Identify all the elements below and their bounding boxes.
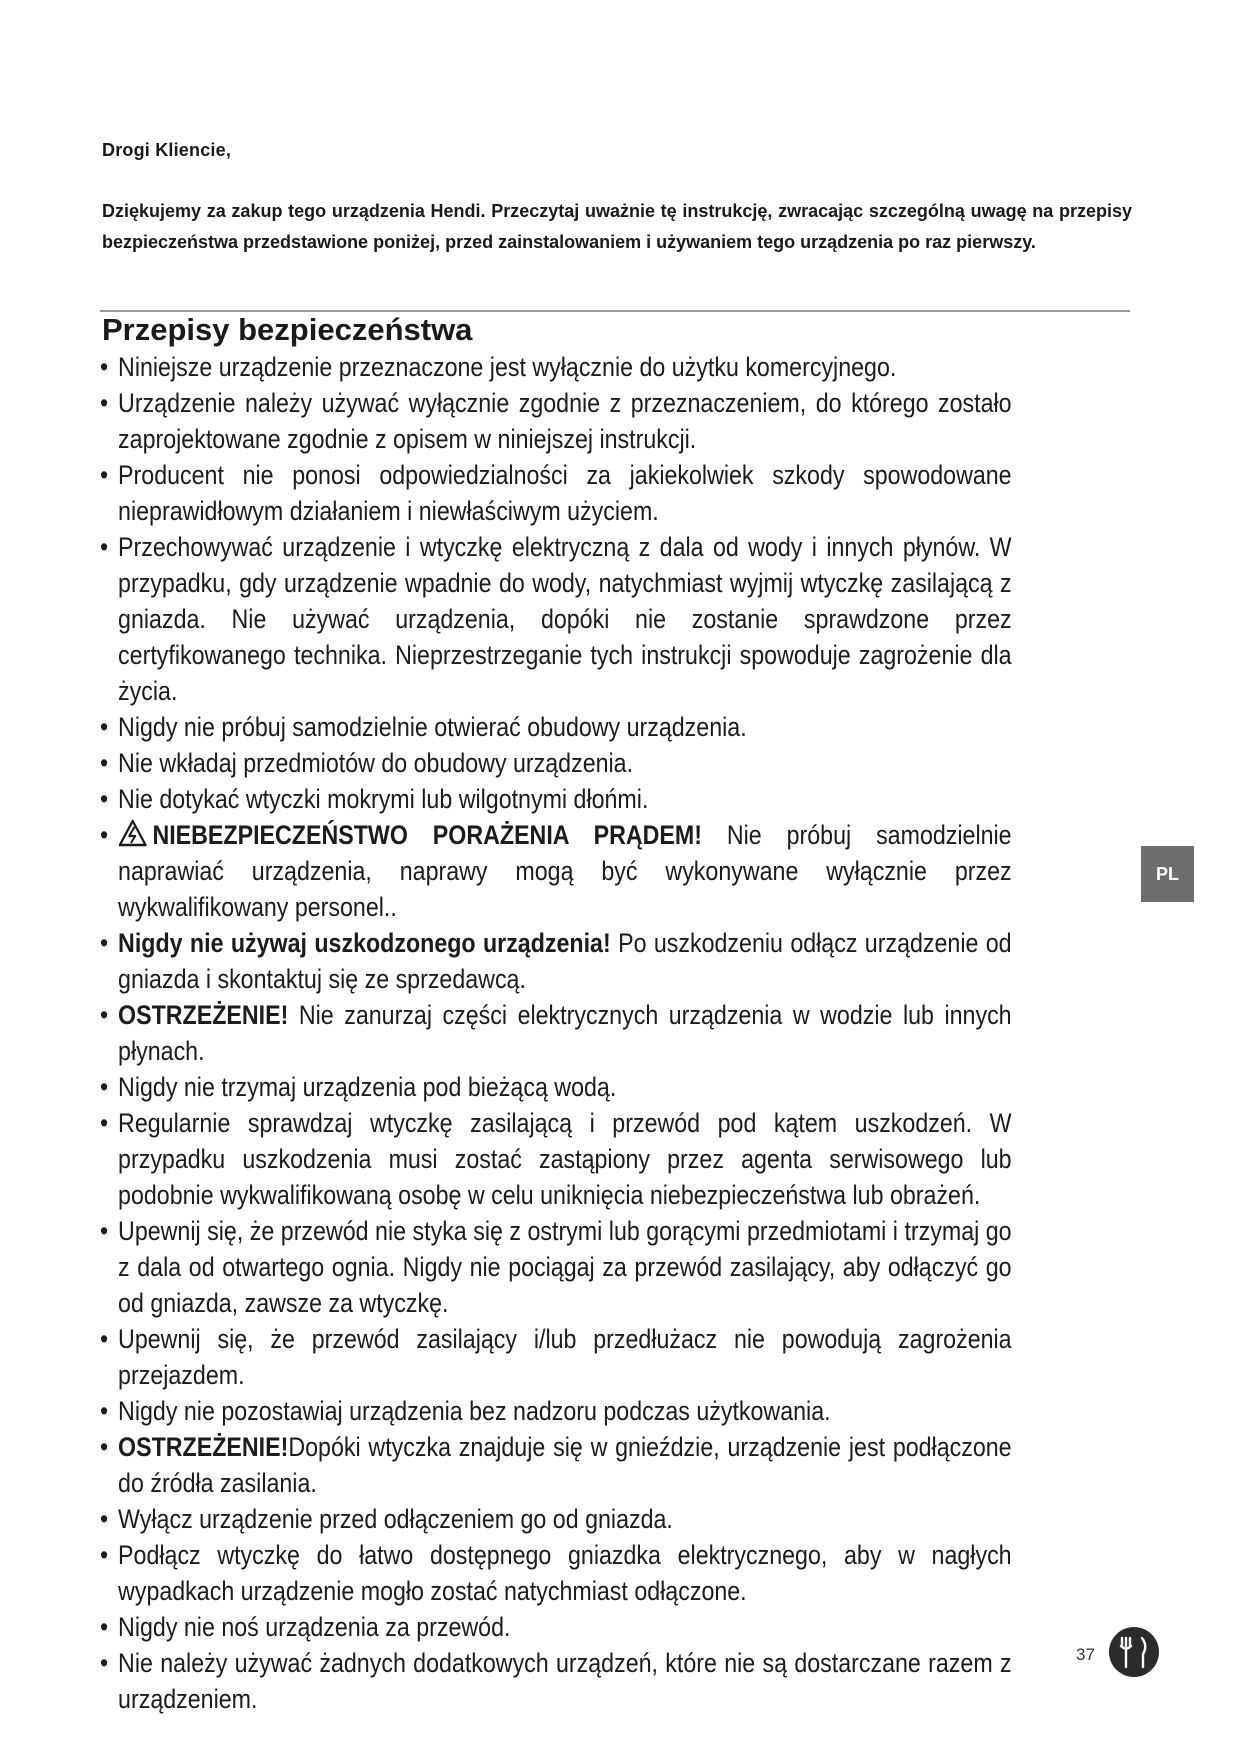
rule-item (100, 1393, 1012, 1429)
rule-item (100, 709, 1012, 745)
rule-item (100, 781, 1012, 817)
rule-text: Nigdy nie pozostawiaj urządzenia bez nadzoru podczas użytkowania. (118, 1396, 831, 1426)
rule-text: Nigdy nie próbuj samodzielnie otwierać obudowy urządzenia. (118, 712, 747, 742)
rule-text: Nigdy nie noś urządzenia za przewód. (118, 1612, 511, 1642)
rule-text: Upewnij się, że przewód nie styka się z ostrymi lub gorącymi przedmiotami i trzymaj go z dala od otwartego ognia. Nigdy nie pociągaj za przewód zasilający, aby odłączyć go od gniazda, zawsze za wtyczkę. (118, 1216, 1012, 1318)
rule-text: Niniejsze urządzenie przeznaczone jest wyłącznie do użytku komercyjnego. (118, 352, 897, 382)
rule-item (100, 745, 1012, 781)
rule-bold-text: Nigdy nie używaj uszkodzonego urządzenia! (118, 928, 611, 958)
cutlery-logo-icon (1108, 1626, 1160, 1678)
rule-item (100, 817, 1012, 925)
electric-hazard-warning-icon (118, 819, 147, 847)
rule-item (100, 385, 1012, 457)
rule-text: Dopóki wtyczka znajduje się w gnieździe, urządzenie jest podłączone do źródła zasilania. (118, 1432, 1012, 1498)
rule-item (100, 529, 1012, 709)
rule-item (100, 1429, 1012, 1501)
rule-text: Po uszkodzeniu odłącz urządzenie od gniazda i skontaktuj się ze sprzedawcą. (118, 928, 1012, 994)
rule-text: Nie wkładaj przedmiotów do obudowy urządzenia. (118, 748, 634, 778)
rule-item (100, 1501, 1012, 1537)
rule-text: Urządzenie należy używać wyłącznie zgodnie z przeznaczeniem, do którego zostało zaprojektowane zgodnie z opisem w niniejszej instrukcji. (118, 388, 1012, 454)
rule-item (100, 1645, 1012, 1717)
rule-text: Przechowywać urządzenie i wtyczkę elektryczną z dala od wody i innych płynów. W przypadku, gdy urządzenie wpadnie do wody, natychmiast wyjmij wtyczkę zasilającą z gniazda. Nie używać urządzenia, dopóki nie zostanie sprawdzone przez certyfikowanego technika. Nieprzestrzeganie tych instrukcji spowoduje zagrożenie dla życia. (118, 532, 1012, 706)
rule-item (100, 1213, 1012, 1321)
rule-item (100, 925, 1012, 997)
rule-text: Nigdy nie trzymaj urządzenia pod bieżącą wodą. (118, 1072, 617, 1102)
rule-bold-text: OSTRZEŻENIE! (118, 1000, 289, 1030)
rule-text: Nie próbuj samodzielnie naprawiać urządzenia, naprawy mogą być wykonywane wyłącznie przez wykwalifikowany personel.. (118, 820, 1012, 922)
intro-paragraph: Dziękujemy za zakup tego urządzenia Hendi. Przeczytaj uważnie tę instrukcję, zwracając szczególną uwagę na przepisy bezpieczeństwa przedstawione poniżej, przed zainstalowaniem i używaniem tego urządzenia po raz pierwszy. (102, 201, 1132, 252)
rule-item (100, 1069, 1012, 1105)
rule-item (100, 1105, 1012, 1213)
language-tab: PL (1141, 846, 1194, 902)
rule-text: Producent nie ponosi odpowiedzialności za jakiekolwiek szkody spowodowane nieprawidłowym działaniem i niewłaściwym użyciem. (118, 460, 1012, 526)
rule-bold-text: NIEBEZPIECZEŃSTWO PORAŻENIA PRĄDEM! (152, 820, 702, 850)
rule-text: Nie zanurzaj części elektrycznych urządzenia w wodzie lub innych płynach. (118, 1000, 1012, 1066)
rule-text: Nie dotykać wtyczki mokrymi lub wilgotnymi dłońmi. (118, 784, 649, 814)
rule-text: Nie należy używać żadnych dodatkowych urządzeń, które nie są dostarczane razem z urządzeniem. (118, 1648, 1012, 1714)
rule-text: Podłącz wtyczkę do łatwo dostępnego gniazdka elektrycznego, aby w nagłych wypadkach urządzenie mogło zostać natychmiast odłączone. (118, 1540, 1012, 1606)
greeting: Drogi Kliencie, (102, 140, 232, 160)
rule-text: Regularnie sprawdzaj wtyczkę zasilającą i przewód pod kątem uszkodzeń. W przypadku uszkodzenia musi zostać zastąpiony przez agenta serwisowego lub podobnie wykwalifikowaną osobę w celu uniknięcia niebezpieczeństwa lub obrażeń. (118, 1108, 1012, 1210)
rule-item (100, 1321, 1012, 1393)
rule-text: Upewnij się, że przewód zasilający i/lub przedłużacz nie powodują zagrożenia przejazdem. (118, 1324, 1012, 1390)
section-title: Przepisy bezpieczeństwa (102, 312, 473, 347)
safety-rules-list (100, 349, 1012, 1717)
rule-bold-text: OSTRZEŻENIE! (118, 1432, 289, 1462)
page-number: 37 (1076, 1645, 1095, 1664)
rule-item (100, 457, 1012, 529)
rule-item (100, 1609, 1012, 1645)
rule-text: Wyłącz urządzenie przed odłączeniem go od gniazda. (118, 1504, 673, 1534)
rule-item (100, 1537, 1012, 1609)
rule-item (100, 997, 1012, 1069)
rule-item (100, 349, 1012, 385)
